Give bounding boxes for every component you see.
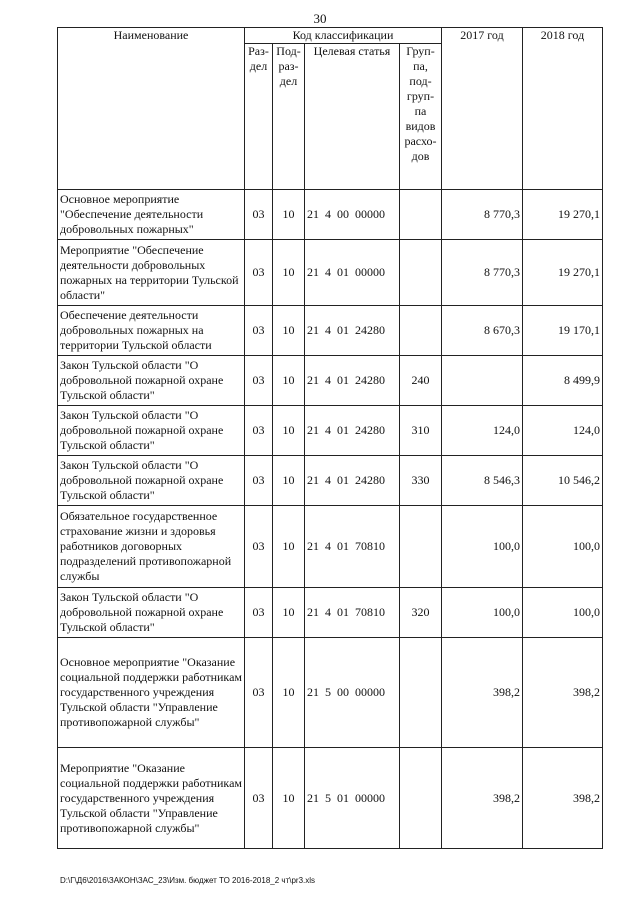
row-group bbox=[400, 190, 442, 240]
row-subsection: 10 bbox=[273, 356, 305, 406]
row-article: 21 4 01 00000 bbox=[305, 240, 400, 306]
table-row bbox=[58, 240, 603, 306]
file-path-footer: D:\Г\Д6\2016\ЗАКОН\ЗАС_23\Изм. бюджет ТО 2016-2018_2 чт\pr3.xls bbox=[60, 876, 316, 885]
row-name: Закон Тульской области "О добровольной пожарной охране Тульской области" bbox=[58, 356, 245, 406]
row-2017: 8 770,3 bbox=[442, 240, 523, 306]
row-2017: 124,0 bbox=[442, 406, 523, 456]
row-article: 21 4 01 70810 bbox=[305, 506, 400, 588]
row-subsection: 10 bbox=[273, 748, 305, 849]
row-2018: 398,2 bbox=[523, 638, 603, 748]
row-2017: 398,2 bbox=[442, 748, 523, 849]
row-subsection: 10 bbox=[273, 506, 305, 588]
row-2018: 100,0 bbox=[523, 588, 603, 638]
row-article: 21 4 00 00000 bbox=[305, 190, 400, 240]
row-subsection: 10 bbox=[273, 638, 305, 748]
row-section: 03 bbox=[245, 588, 273, 638]
row-name: Мероприятие "Обеспечение деятельности добровольных пожарных на территории Тульской области" bbox=[58, 240, 245, 306]
row-2017: 100,0 bbox=[442, 506, 523, 588]
row-article: 21 4 01 24280 bbox=[305, 456, 400, 506]
row-group bbox=[400, 306, 442, 356]
row-article: 21 4 01 24280 bbox=[305, 406, 400, 456]
row-subsection: 10 bbox=[273, 588, 305, 638]
row-subsection: 10 bbox=[273, 240, 305, 306]
row-2017: 8 546,3 bbox=[442, 456, 523, 506]
row-subsection: 10 bbox=[273, 190, 305, 240]
row-section: 03 bbox=[245, 506, 273, 588]
row-2018: 398,2 bbox=[523, 748, 603, 849]
row-section: 03 bbox=[245, 406, 273, 456]
row-group: 330 bbox=[400, 456, 442, 506]
row-article: 21 4 01 70810 bbox=[305, 588, 400, 638]
header-year-2018: 2018 год bbox=[523, 28, 603, 190]
row-name: Мероприятие "Оказание социальной поддержки работникам государственного учреждения Тульской области "Управление противопожарной службы" bbox=[58, 748, 245, 849]
row-section: 03 bbox=[245, 356, 273, 406]
row-2018: 19 270,1 bbox=[523, 240, 603, 306]
row-2017: 8 670,3 bbox=[442, 306, 523, 356]
table-row bbox=[58, 506, 603, 588]
row-article: 21 4 01 24280 bbox=[305, 306, 400, 356]
header-subsection: Под- раз- дел bbox=[273, 44, 305, 190]
row-section: 03 bbox=[245, 638, 273, 748]
row-group bbox=[400, 748, 442, 849]
row-2017: 8 770,3 bbox=[442, 190, 523, 240]
row-section: 03 bbox=[245, 306, 273, 356]
table-row bbox=[58, 588, 603, 638]
row-group bbox=[400, 506, 442, 588]
header-name: Наименование bbox=[58, 28, 245, 190]
row-group bbox=[400, 638, 442, 748]
page-number: 30 bbox=[313, 11, 327, 26]
row-2018: 124,0 bbox=[523, 406, 603, 456]
header-expense-group: Груп- па, под- груп- па видов расхо- дов bbox=[400, 44, 442, 190]
row-name: Основное мероприятие "Оказание социальной поддержки работникам государственного учреждения Тульской области "Управление противопожарной службы" bbox=[58, 638, 245, 748]
row-subsection: 10 bbox=[273, 306, 305, 356]
row-article: 21 5 00 00000 bbox=[305, 638, 400, 748]
row-2017: 398,2 bbox=[442, 638, 523, 748]
row-2017: 100,0 bbox=[442, 588, 523, 638]
row-group bbox=[400, 240, 442, 306]
row-group: 320 bbox=[400, 588, 442, 638]
row-section: 03 bbox=[245, 748, 273, 849]
table-row bbox=[58, 406, 603, 456]
row-2017 bbox=[442, 356, 523, 406]
row-article: 21 5 01 00000 bbox=[305, 748, 400, 849]
header-target-article: Целевая статья bbox=[305, 44, 400, 190]
header-year-2017: 2017 год bbox=[442, 28, 523, 190]
table-row bbox=[58, 456, 603, 506]
row-2018: 19 270,1 bbox=[523, 190, 603, 240]
row-2018: 8 499,9 bbox=[523, 356, 603, 406]
header-classification: Код классификации bbox=[245, 28, 442, 44]
row-name: Закон Тульской области "О добровольной пожарной охране Тульской области" bbox=[58, 588, 245, 638]
table-header bbox=[58, 28, 603, 190]
row-group: 240 bbox=[400, 356, 442, 406]
table-row bbox=[58, 356, 603, 406]
row-section: 03 bbox=[245, 190, 273, 240]
row-name: Основное мероприятие "Обеспечение деятельности добровольных пожарных" bbox=[58, 190, 245, 240]
row-group: 310 bbox=[400, 406, 442, 456]
budget-table bbox=[57, 27, 603, 849]
row-subsection: 10 bbox=[273, 456, 305, 506]
table-row bbox=[58, 190, 603, 240]
row-subsection: 10 bbox=[273, 406, 305, 456]
header-section: Раз- дел bbox=[245, 44, 273, 190]
row-2018: 10 546,2 bbox=[523, 456, 603, 506]
row-name: Закон Тульской области "О добровольной пожарной охране Тульской области" bbox=[58, 406, 245, 456]
row-2018: 19 170,1 bbox=[523, 306, 603, 356]
row-name: Обеспечение деятельности добровольных пожарных на территории Тульской области bbox=[58, 306, 245, 356]
table-row bbox=[58, 638, 603, 748]
row-name: Обязательное государственное страхование жизни и здоровья работников договорных подразделений противопожарной службы bbox=[58, 506, 245, 588]
table-row bbox=[58, 306, 603, 356]
row-name: Закон Тульской области "О добровольной пожарной охране Тульской области" bbox=[58, 456, 245, 506]
row-2018: 100,0 bbox=[523, 506, 603, 588]
table-row bbox=[58, 748, 603, 849]
row-section: 03 bbox=[245, 456, 273, 506]
row-section: 03 bbox=[245, 240, 273, 306]
row-article: 21 4 01 24280 bbox=[305, 356, 400, 406]
